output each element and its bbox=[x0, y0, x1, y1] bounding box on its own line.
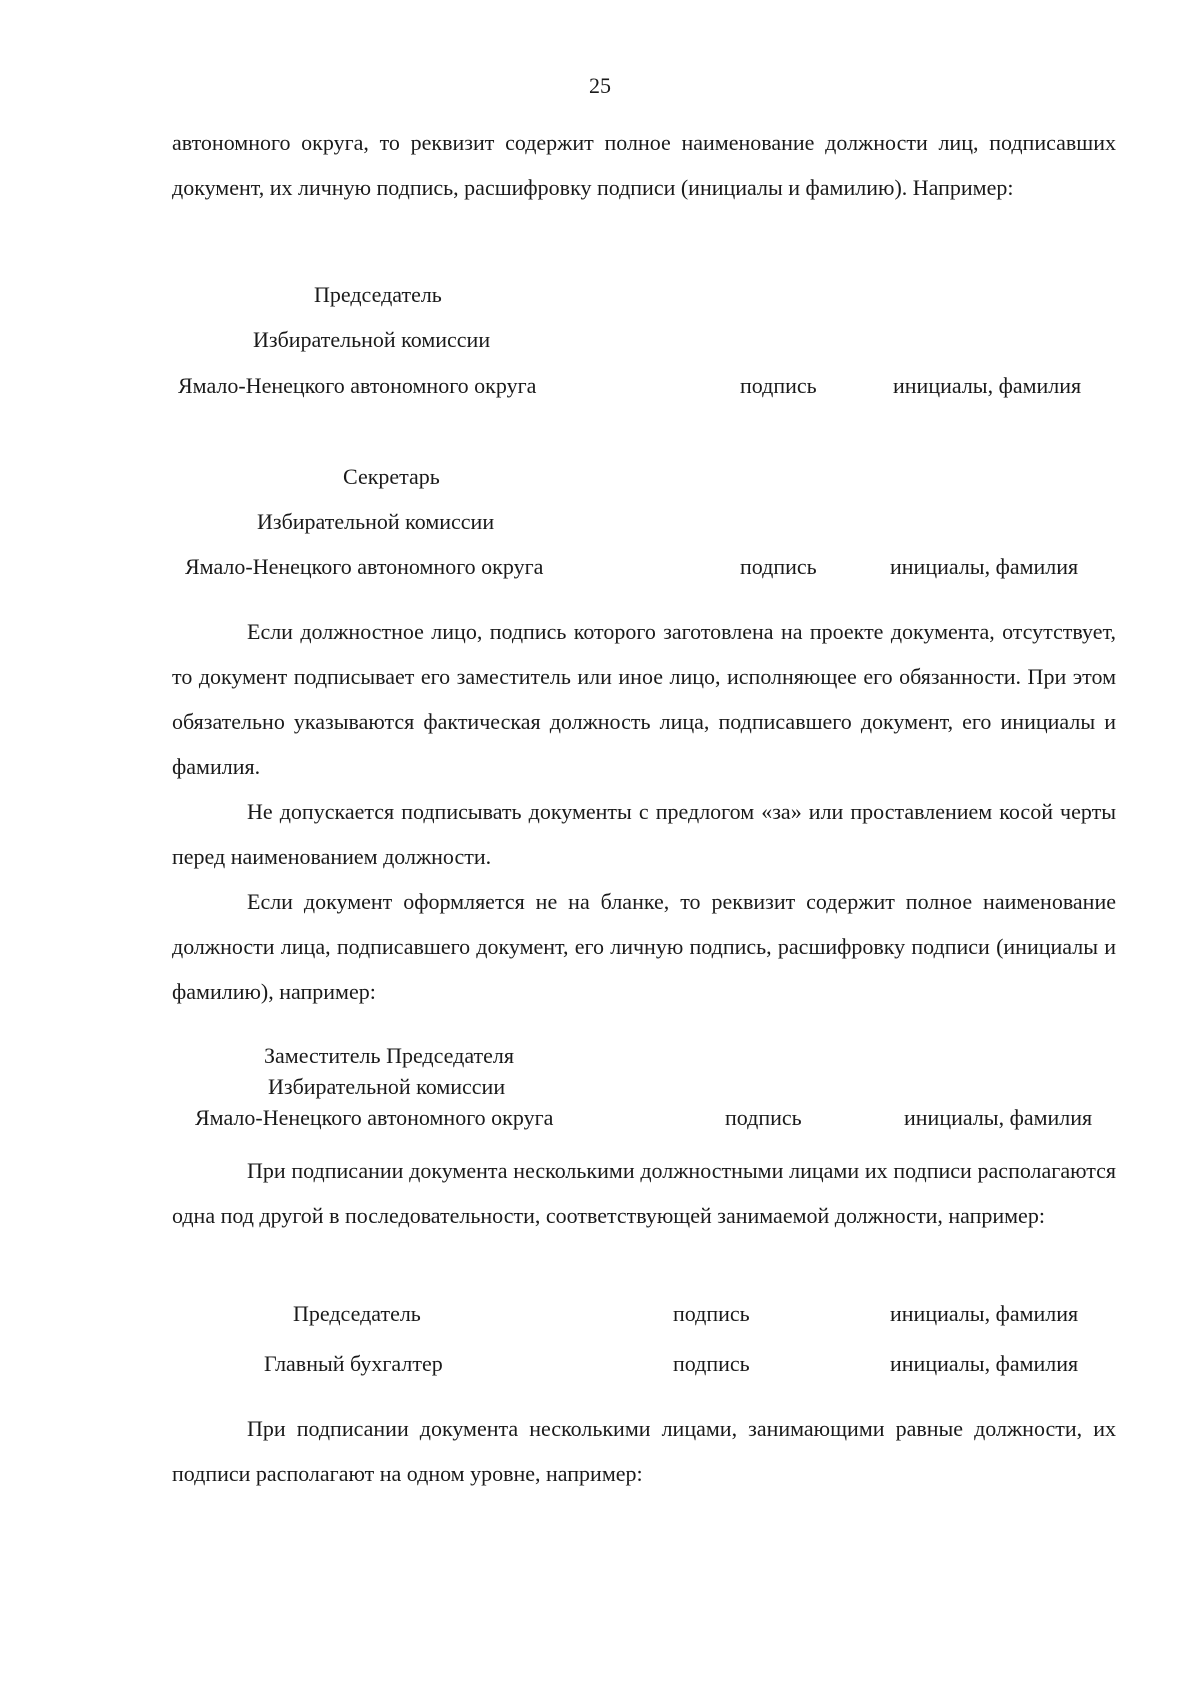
body-paragraphs bbox=[172, 609, 1116, 1014]
position-region: Ямало-Ненецкого автономного округа bbox=[195, 1105, 554, 1130]
page-number: 25 bbox=[589, 73, 611, 98]
initials-placeholder: инициалы, фамилия bbox=[890, 1351, 1079, 1376]
paragraph-2: Если должностное лицо, подпись которого заготовлена на проекте документа, отсутствует, то документ подписывает его заместитель или иное лицо, исполняющее его обязанности. При этом обязательно указываются фактическая должность лица, подписавшего документ, его инициалы и фамилия. bbox=[172, 619, 1116, 779]
paragraph-1 bbox=[172, 120, 1116, 210]
paragraph-4: Если документ оформляется не на бланке, то реквизит содержит полное наименование должности лица, подписавшего документ, его личную подпись, расшифровку подписи (инициалы и фамилию), например: bbox=[172, 889, 1116, 1004]
position-org: Избирательной комиссии bbox=[257, 509, 495, 534]
initials-placeholder: инициалы, фамилия bbox=[890, 1301, 1079, 1326]
signature-placeholder: подпись bbox=[725, 1105, 802, 1130]
signature-placeholder: подпись bbox=[673, 1351, 750, 1376]
paragraph-6: При подписании документа несколькими лицами, занимающими равные должности, их подписи располагают на одном уровне, например: bbox=[172, 1416, 1116, 1486]
signature-placeholder: подпись bbox=[740, 373, 817, 398]
initials-placeholder: инициалы, фамилия bbox=[893, 373, 1082, 398]
paragraph-text: автономного округа, то реквизит содержит полное наименование должности лиц, подписавших документ, их личную подпись, расшифровку подписи (инициалы и фамилию). Например: bbox=[172, 130, 1116, 200]
position-title: Заместитель Председателя bbox=[264, 1043, 514, 1068]
paragraph-5-block bbox=[172, 1148, 1116, 1238]
position-region: Ямало-Ненецкого автономного округа bbox=[185, 554, 544, 579]
position-title: Главный бухгалтер bbox=[264, 1351, 443, 1376]
signature-placeholder: подпись bbox=[740, 554, 817, 579]
paragraph-5: При подписании документа несколькими должностными лицами их подписи располагаются одна под другой в последовательности, соответствующей занимаемой должности, например: bbox=[172, 1158, 1116, 1228]
initials-placeholder: инициалы, фамилия bbox=[904, 1105, 1093, 1130]
position-title: Председатель bbox=[314, 282, 442, 307]
position-org: Избирательной комиссии bbox=[268, 1074, 506, 1099]
initials-placeholder: инициалы, фамилия bbox=[890, 554, 1079, 579]
position-region: Ямало-Ненецкого автономного округа bbox=[178, 373, 537, 398]
position-title: Председатель bbox=[293, 1301, 421, 1326]
paragraph-6-block bbox=[172, 1406, 1116, 1496]
position-org: Избирательной комиссии bbox=[253, 327, 491, 352]
signature-placeholder: подпись bbox=[673, 1301, 750, 1326]
paragraph-3: Не допускается подписывать документы с предлогом «за» или проставлением косой черты перед наименованием должности. bbox=[172, 799, 1116, 869]
position-title: Секретарь bbox=[343, 464, 440, 489]
